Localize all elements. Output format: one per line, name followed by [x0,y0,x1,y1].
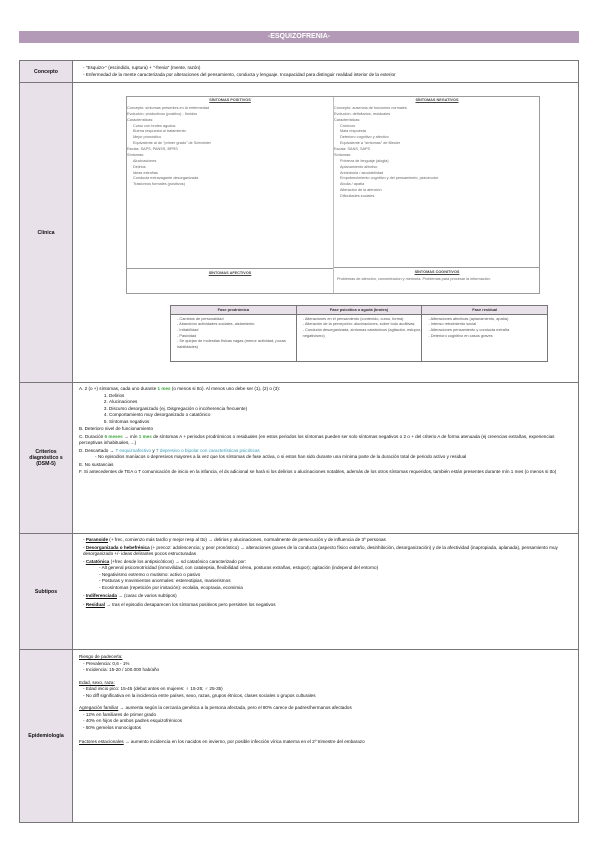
epidemiologia-content [73,650,579,823]
criterio-f: F. Si antecedentes de TEA o T comunicación de inicio en la infancia, el dx adicional se hará si los delirios o alucinaciones notables, además de los otros síntomas requeridos, también están presentes durante mín 1 mes (o menos si tto) [79,469,557,475]
negativos-line: Evolución: deficitarios, residuales [334,111,391,116]
negativos-line: Escala: SANS, SAPS [334,147,371,151]
positivos-line: Alucinaciones [133,158,157,163]
riesgo-item: - Prevalencia: 0,6 - 1% [83,661,572,668]
positivos-line: Características: [127,117,154,122]
phase-item: - Alteraciones pensamiento y conducta extraña [428,327,547,333]
subtipo-paranoide: - Paranoide (+ frec, comienzo más tardío y mejor resp al tto) → delirios y alucinaciones, normalmente de persecución y de influencia de 3º personas [83,537,572,544]
positivos-line: Evolución: productivos (positivo) - floridos [127,111,198,116]
phase-item: - Abandono actividades sociales, aislamiento [177,321,296,327]
negativos-line: Alteración de la atención [340,188,382,193]
criterio-a-item: 1. Delirios [109,393,572,400]
negativos-line: Dificultades sociales [340,194,375,198]
phase-item: - Alteraciones en el pensamiento (contenido, curso, forma) [303,316,422,322]
label-concepto: Concepto [20,61,73,83]
subtipo-desorganizada: - Desorganizada o hebefrénica (+ precoz: adolescencia; y peor pronóstico) → alteraciones graves de la conducta (aspecto físico extraño, desinhibición, desorganización) y de la afectividad (inapropiada, aplanada), pensamiento muy desorganizado +/- ideas delirantes pocos estructuradas [83,545,572,558]
positivos-line: Equivalente al de "primer grado" de Schneider [133,141,211,146]
phase-item: - Intenso retraimiento social [428,321,547,327]
phase-item: - Alteraciones afectivas (aplanamiento, apatía) [428,316,547,322]
catatonica-item: - Ecosíntomas (repetición por imitación): ecolalia, ecopraxia, ecomimia [99,585,572,592]
symptoms-box [126,96,540,294]
agregacion-item: - 50% gemelos monocigotos [83,725,572,732]
criterio-a-item: 2. Alucinaciones [109,399,572,406]
cognitivos-block [334,267,540,283]
factores: Factores estacionales → aumento incidencia en los nacidos en invierno, por posible infección vírica materna en el 2º trimestre del embarazo [79,739,365,745]
negativos-line: Concepto: ausencia de funciones normales [334,105,407,110]
positivos-line: Trastornos formales (positivos) [133,182,185,187]
label-clinica: Clínica [20,83,73,383]
row-criterios [20,383,579,534]
positivos-column [127,97,333,293]
criterio-d: D. Descartado → T esquizoafectivo y T depresivo o bipolar con características psicóticas [79,447,260,453]
subtipo-indiferenciada: - Indiferenciada → (carac de varios subtipos) [83,593,572,600]
phase-item: - Conducta desorganizada, síntomas catatónicos (agitación, estupor, negativismo) [303,327,422,338]
negativos-line: Aplanamiento afectivo [340,164,378,169]
negativos-line: Anhedonia / asociabilidad [340,170,384,175]
criterios-content [73,383,579,534]
phase-title: Fase prodrómica [171,306,296,315]
phase-item: - Se quejan de molestias físicas vagas (menor actividad, pocas habilidades) [177,338,296,349]
subtipos-content [73,534,579,650]
criterio-a-item: 3. Discurso desorganizado (ej. Disgregación o incoherencia frecuente) [109,406,572,413]
positivos-line: Escala: SAPS, PANSS, BPRS [127,147,178,151]
positivos-line: Conducta extravagante desorganizada [133,176,199,181]
positivos-line: Mejor pronóstico [133,135,162,140]
negativos-column [333,97,540,293]
female-icon: ♀ [185,686,190,692]
phase-item: - Irritabilidad [177,327,296,333]
negativos-line: Crónicos [340,123,355,128]
subtipo-catatonica: - Catatónica (+frec desde los antipsicóticos) → sd catatónico caracterizado por: - Alt general psicomotricidad (inmovilidad, con catalepsia, flexibilidad cérea, posturas extrañas, estupor); agitación (independ del entorno) - Negativismo extremo o mutismo: activo o pasivo - Posturas y movimientos anormales: estereotipias, manierismos - Ecosíntomas (repetición por imitación): ecolalia, ecopraxia, ecomimia [83,559,572,592]
criterio-a-item: 4. Comportamiento muy desorganizado o catatónico [109,412,572,419]
criterio-d-sub [79,454,572,461]
riesgo-title: Riesgo de padecerla: [79,654,123,659]
page-title: -ESQUIZOFRENIA- [19,31,579,43]
edad-item: - No diff significativa en la incidencia entre países, sexo, razas, grupos étnicos, clases sociales o grupos culturales [83,693,572,700]
phases-table [170,305,548,362]
positivos-line: Buena respuesta al tratamiento [133,129,186,134]
row-epidemiologia [20,650,579,823]
phase-residual [421,306,547,361]
phase-aguda [296,306,422,361]
positivos-line: Concepto: síntomas presentes en la enfermedad [127,105,210,110]
catatonica-item: - Alt general psicomotricidad (inmovilidad, con catalepsia, flexibilidad cérea, posturas extrañas, estupor); agitación (independ del entorno) [99,565,572,572]
negativos-line: Características: [334,117,361,122]
riesgo-item: - Incidencia: 15-20 / 100.000 hab/año [83,667,572,674]
catatonica-item: - Negativismo extremo o mutismo: activo o pasivo [99,572,572,579]
negativos-line: Pobreza de lenguaje (alogia) [340,158,389,163]
phase-title: Fase psicótica o aguda (brotes) [297,306,422,315]
afectivos-title: SÍNTOMAS AFECTIVOS [127,268,333,277]
positivos-title: SÍNTOMAS POSITIVOS [209,98,251,102]
negativos-line: Deterioro cognitivo y afectivo [340,135,389,140]
agregacion: Agregación familiar → aumenta según la cercanía genética a la persona afectada, pero el 80% carece de padres/hermanos afectados [79,705,352,711]
negativos-title: SÍNTOMAS NEGATIVOS [415,98,459,102]
positivos-line: Delirios [133,164,146,169]
label-criterios: Criterios diagnóstico s (DSM-5) [20,383,73,534]
positivos-line: Ideas extrañas [133,170,158,175]
label-subtipos: Subtipos [20,534,73,650]
phase-item: - Cambios de personalidad [177,316,296,322]
agregacion-item: - 12% en familiares de primer grado [83,712,572,719]
cognitivos-text: Problemas de atención, concentración y memoria. Problemas para procesar la información. [337,276,491,281]
negativos-line: Mala respuesta [340,129,366,134]
concepto-content [73,61,579,83]
criterio-a-list [79,393,572,426]
agregacion-item: - 40% en hijos de ambos padres esquizofrénicos [83,718,572,725]
negativos-line: Síntomas: [334,152,352,157]
row-concepto [20,61,579,83]
phase-item: - Alteración de la percepción: alucinaciones, sobre todo auditivas [303,321,422,327]
negativos-line: Empobrecimiento cognitivo y del pensamiento, psicomotor [340,176,439,181]
concepto-item: - "Esquizo-" (escindido, ruptura) + "-frenia" (mente, razón) [83,65,572,72]
criterio-d-item: - No episodios maníacos o depresivos mayores a la vez que los síntomas de fase activa, o si estos han sido durante una mínima parte de la duración total de periodo activo y residual [95,454,572,461]
phase-prodromica [171,306,296,361]
subtipo-residual: - Residual → tras el episodio desaparecen los síntomas positivos pero persisten los negativos [83,602,572,609]
criterio-c: C. Duración 6 meses → mín 1 mes de síntomas A + periodos prodrómicos o residuales (en estos periodos los síntomas pueden ser solo síntomas negativos o 2 o + del criterio A de forma atenuada (ej creencias extrañas, experiencias perceptivas inhabituales, ...) [79,433,555,446]
phase-item: - Pasividad [177,333,296,339]
criterio-a-item: 5. Síntomas negativos [109,419,572,426]
criterio-a: A. 2 (o +) síntomas, cada uno durante 1 mes (o menos si tto). Al menos uno debe ser (1), (2) o (3): [79,386,281,391]
edad-item: - Edad inicio pico: 15-45 (debut antes en mujeres: ♀ 15-25; ♂ 25-35) [83,686,572,693]
row-subtipos [20,534,579,650]
concepto-item: - Enfermedad de la mente caracterizada por alteraciones del pensamiento, conducta y lenguaje. Incapacidad para distinguir realidad interior de la exterior [83,72,572,79]
negativos-line: Equivalente a "síntomas" de Bleuler [340,141,401,146]
label-epidemiologia: Epidemiología [20,650,73,823]
cognitivos-title: SÍNTOMAS COGNITIVOS [414,270,460,274]
negativos-line: Abulia / apatía [340,182,365,187]
phase-item: - Deterioro cognitivo en casos graves [428,333,547,339]
positivos-line: Curso con brotes agudos [133,123,176,128]
criterio-e: E. No sustancias [79,461,114,467]
phase-title: Fase residual [422,306,547,315]
catatonica-item: - Posturas y movimientos anormales: estereotipias, manierismos [99,578,572,585]
edad-title: Edad, sexo, raza: [79,679,115,685]
male-icon: ♂ [204,686,209,692]
positivos-line: Síntomas: [127,152,145,157]
criterio-b: B. Deterioro nivel de funcionamiento [79,426,154,432]
